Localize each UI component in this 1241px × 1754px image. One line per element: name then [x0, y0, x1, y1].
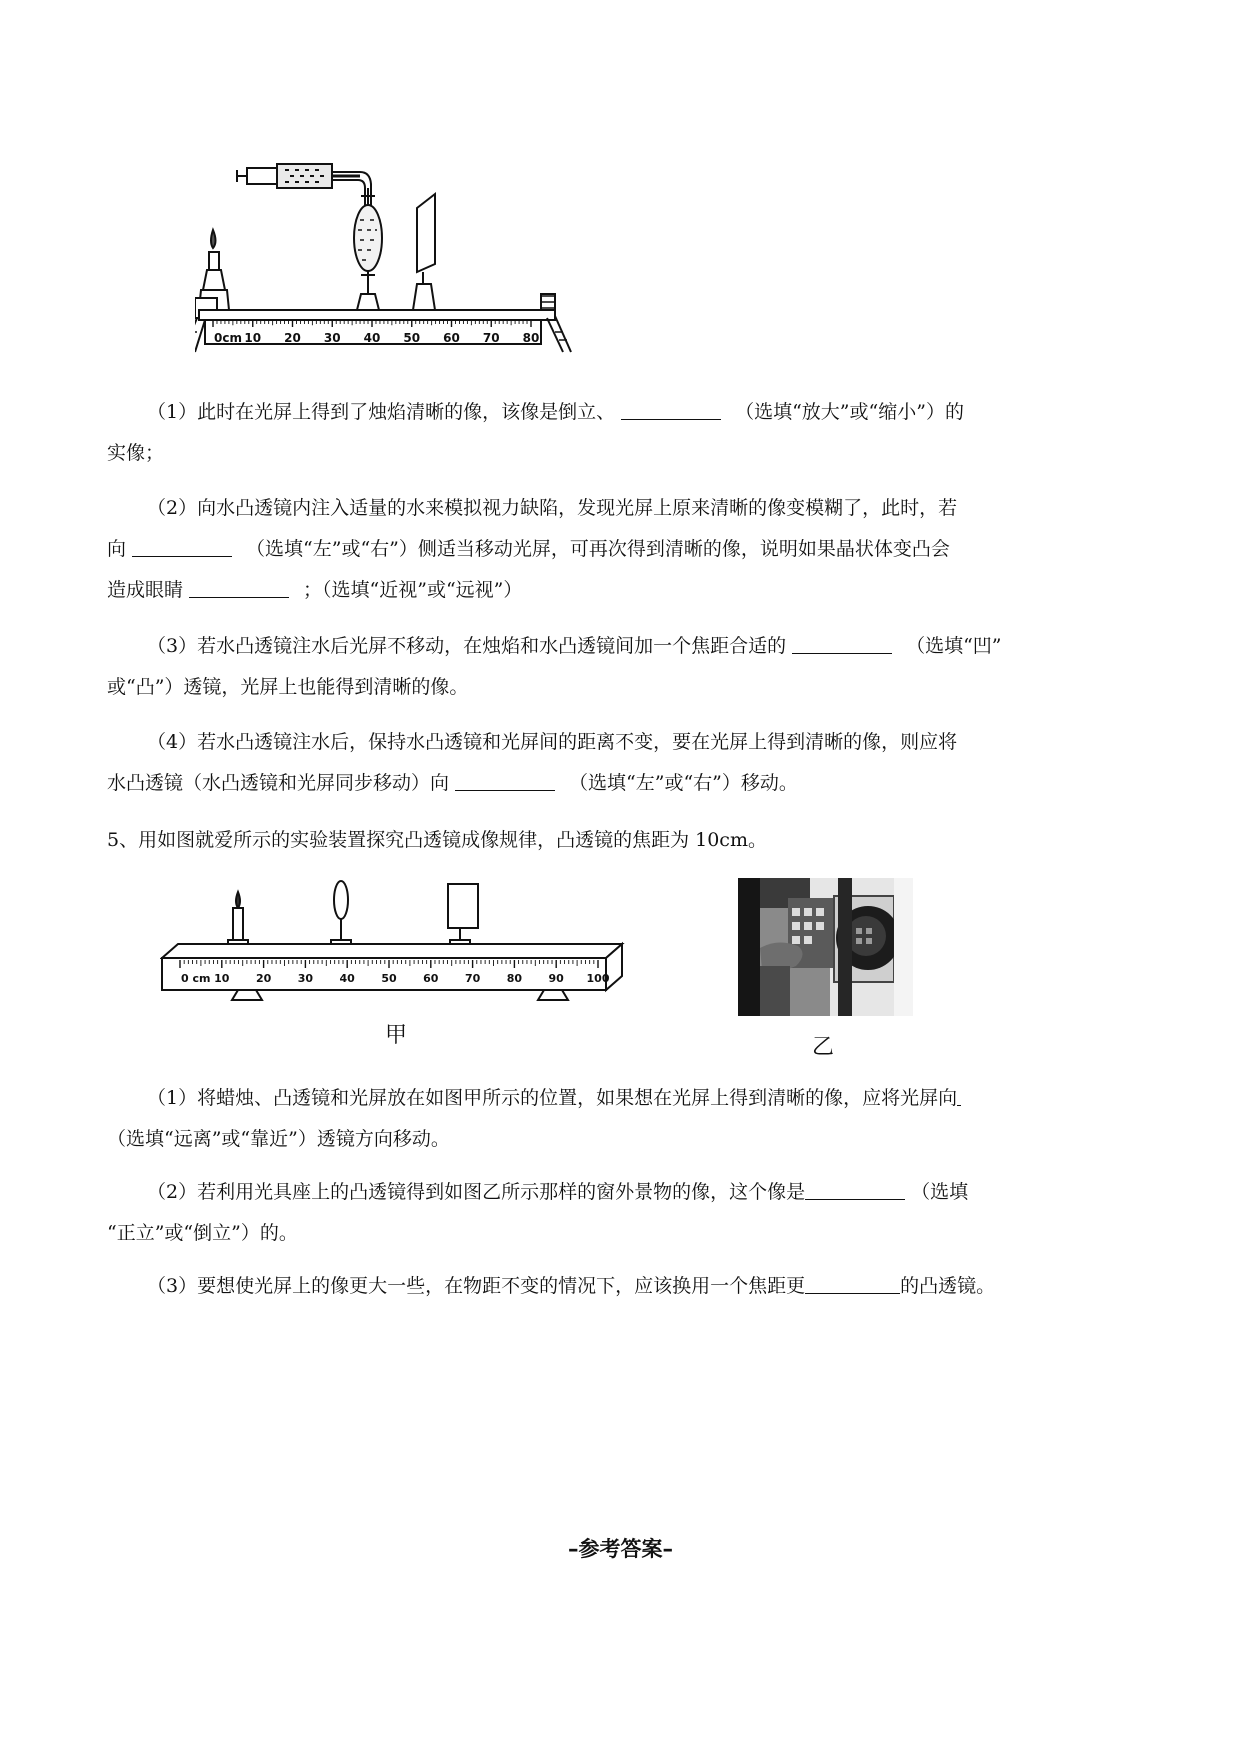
ruler-tick-label: 70: [464, 972, 481, 985]
ruler-tick-label: 40: [363, 331, 381, 345]
q5-part2-tail: （选填: [911, 1181, 969, 1203]
q4-part3-tail: （选填“凹”: [906, 635, 1002, 657]
q4-part3: [107, 626, 1147, 708]
answer-blank[interactable]: [792, 629, 892, 654]
ruler-tick-label: 40: [339, 972, 355, 985]
ruler-tick-label: 20: [284, 331, 301, 345]
ruler-tick-label: 70: [482, 331, 500, 345]
q5-title: 5、用如图就爱所示的实验装置探究凸透镜成像规律，凸透镜的焦距为 10cm。: [107, 829, 767, 851]
answer-blank[interactable]: [189, 573, 289, 598]
ruler-tick-label: 0cm: [214, 331, 242, 345]
figure-jia-caption: 甲: [385, 1023, 408, 1048]
q5-part3: [147, 1266, 1147, 1307]
q5-part2-text: （2）若利用光具座上的凸透镜得到如图乙所示那样的窗外景物的像，这个像是: [147, 1181, 806, 1203]
q4-part2-tail: （选填“左”或“右”）侧适当移动光屏，可再次得到清晰的像，说明如果晶状体变凸会: [246, 538, 950, 560]
q5-part1-text: （1）将蜡烛、凸透镜和光屏放在如图甲所示的位置，如果想在光屏上得到清晰的像，应将光屏向: [147, 1087, 958, 1109]
answer-section-heading: –参考答案–: [568, 1537, 673, 1561]
q5-part1-text-2: （选填“远离”或“靠近”）透镜方向移动。: [107, 1128, 450, 1150]
answer-blank[interactable]: [621, 395, 721, 420]
ruler-tick-label: 30: [297, 972, 314, 985]
ruler-tick-label: 50: [381, 972, 397, 985]
syringe-icon: [237, 164, 371, 222]
q4-part4: [107, 722, 1147, 804]
ruler-tick-label: 0 cm: [181, 972, 211, 985]
ruler-tick-label: 30: [323, 331, 341, 345]
answer-blank[interactable]: [805, 1175, 905, 1200]
ruler-tick-label: 60: [423, 972, 439, 985]
answer-blank[interactable]: [132, 532, 232, 557]
ruler-tick-label: 20: [255, 972, 272, 985]
ruler-tick-label: 90: [548, 972, 564, 985]
q4-part2-head-3: 造成眼睛: [107, 579, 184, 601]
q4-part3-text-2: 或“凸”）透镜，光屏上也能得到清晰的像。: [107, 676, 469, 698]
answer-blank[interactable]: [957, 1081, 961, 1106]
q4-part2: [107, 488, 1147, 611]
ruler-tick-label: 10: [214, 972, 230, 985]
q4-part2-head: 向: [107, 538, 127, 560]
q4-part2-tail-3: ；（选填“近视”或“远视”）: [303, 579, 523, 601]
q5-part1: [107, 1078, 1147, 1160]
figure-yi-photo: [738, 878, 913, 1016]
ruler-tick-label: 60: [443, 331, 460, 345]
q5-part2-text-2: “正立”或“倒立”）的。: [107, 1222, 298, 1244]
q4-part1-tail: （选填“放大”或“缩小”）的: [735, 401, 964, 423]
water-convex-lens-icon: [354, 188, 382, 310]
q4-part3-text: （3）若水凸透镜注水后光屏不移动，在烛焰和水凸透镜间加一个焦距合适的: [147, 635, 787, 657]
water-lens-bench-figure: [195, 160, 640, 395]
figure-yi-caption: 乙: [812, 1035, 835, 1060]
answer-blank[interactable]: [455, 766, 555, 791]
ruler-tick-label: 80: [522, 331, 540, 345]
q4-part4-head: 水凸透镜（水凸透镜和光屏同步移动）向: [107, 772, 450, 794]
ruler-tick-label: 100: [586, 972, 610, 985]
ruler-tick-label: 80: [506, 972, 523, 985]
q4-part2-text: （2）向水凸透镜内注入适量的水来模拟视力缺陷，发现光屏上原来清晰的像变模糊了，此时，若: [147, 497, 958, 519]
q5-part3-tail: 的凸透镜。: [900, 1275, 996, 1297]
ruler-tick-label: 50: [403, 331, 421, 345]
answer-blank[interactable]: [805, 1269, 900, 1294]
figure-jia-optical-bench: [160, 878, 630, 1038]
q4-part1: [107, 392, 1147, 474]
ruler-tick-label: 10: [244, 331, 262, 345]
light-screen-icon: [413, 194, 435, 310]
q4-part4-tail: （选填“左”或“右”）移动。: [569, 772, 798, 794]
q4-part1-text: （1）此时在光屏上得到了烛焰清晰的像，该像是倒立、: [147, 401, 616, 423]
q5-part2: [107, 1172, 1147, 1254]
q4-part1-text-2: 实像；: [107, 442, 165, 464]
q5-part3-text: （3）要想使光屏上的像更大一些，在物距不变的情况下，应该换用一个焦距更: [147, 1275, 806, 1297]
q4-part4-text: （4）若水凸透镜注水后，保持水凸透镜和光屏间的距离不变，要在光屏上得到清晰的像，则应将: [147, 731, 958, 753]
